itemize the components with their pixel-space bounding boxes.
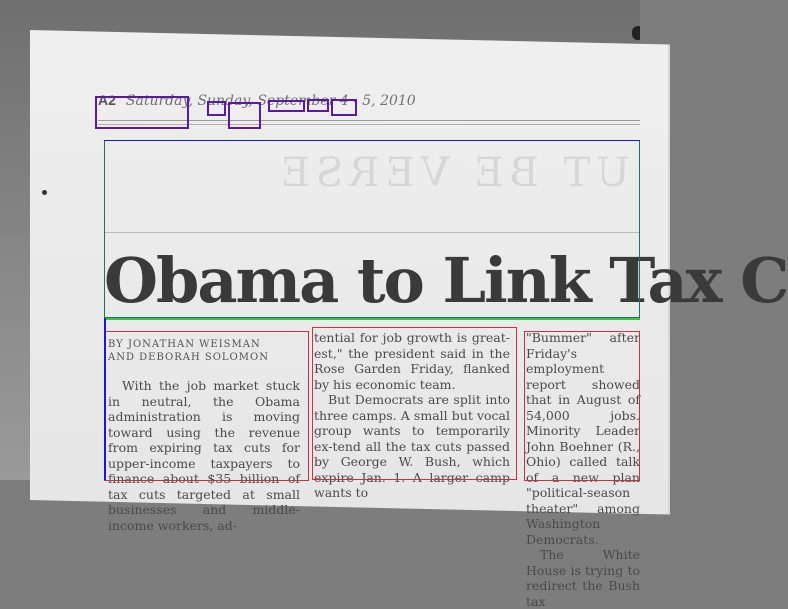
column-1-text: With the job market stuck in neutral, the Obama administration is moving toward using the revenue from expiring tax cuts for upper-income taxpayers to finance about $35 billion of tax cuts targeted at small businesses and middle-income workers, ad- <box>108 378 300 533</box>
word-box-september <box>268 100 305 112</box>
column-3-box <box>524 331 640 481</box>
blue-top-edge <box>104 140 640 141</box>
column-2-text-a: tential for job growth is great-est," the president said in the Rose Garden Friday, flanked by his economic team. <box>314 330 510 392</box>
byline-author-2: AND DEBORAH SOLOMON <box>108 352 269 363</box>
column-3-text-b: The White House is trying to redirect the Bush tax <box>526 547 640 609</box>
word-box-dash <box>331 99 357 116</box>
headline-region-box <box>104 140 640 318</box>
column-1-box <box>104 331 309 481</box>
page-number: A2 <box>98 92 116 108</box>
region-divider-line <box>104 318 640 320</box>
word-box-sunday-a <box>207 101 226 116</box>
word-box-sunday-b <box>228 102 261 129</box>
word-box-date-num <box>307 99 329 112</box>
blue-left-edge <box>104 318 106 480</box>
word-box-a2-saturday <box>95 96 189 129</box>
show-through-text: UT BE VERSE <box>274 150 630 196</box>
binder-clip <box>632 26 640 40</box>
date-text: Saturday, Sunday, September 4 - 5, 2010 <box>125 93 416 109</box>
punch-hole <box>42 190 47 195</box>
byline-author-1: BY JONATHAN WEISMAN <box>108 339 261 350</box>
column-2-text-b: But Democrats are split into three camps. A small but vocal group wants to temporarily ex-tend all the tax cuts passed by George W. Bush, which expire Jan. 1. A larger camp wants to <box>314 392 510 500</box>
column-3-text-a: "Bummer" after Friday's employment report showed that in August of 54,000 jobs. Minority Leader John Boehner (R., Ohio) called talk of a new plan "political-season theater" among Washington Democrats. <box>526 330 640 547</box>
column-2-box <box>312 327 517 480</box>
headline: Obama to Link Tax C <box>104 244 788 317</box>
